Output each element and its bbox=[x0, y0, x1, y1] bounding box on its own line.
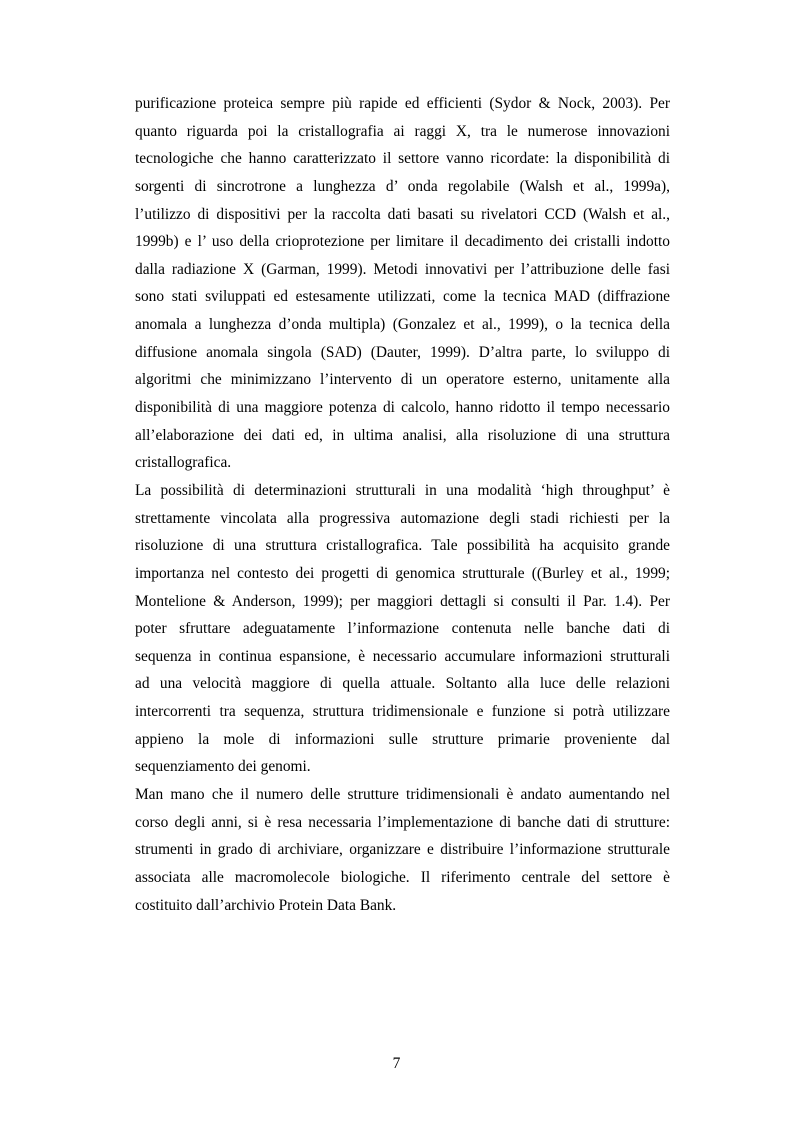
text-line: sequenziamento dei genomi. bbox=[135, 758, 311, 776]
paragraph-1 bbox=[135, 90, 670, 477]
text-line: sorgenti di sincrotrone a lunghezza d’ onda regolabile (Walsh et al., 1999a), bbox=[135, 177, 670, 195]
text-line: La possibilità di determinazioni strutturali in una modalità ‘high throughput’ è bbox=[135, 481, 670, 499]
text-line: diffusione anomala singola (SAD) (Dauter, 1999). D’altra parte, lo sviluppo di bbox=[135, 343, 670, 361]
text-line: anomala a lunghezza d’onda multipla) (Gonzalez et al., 1999), o la tecnica della bbox=[135, 316, 670, 334]
text-line: dalla radiazione X (Garman, 1999). Metodi innovativi per l’attribuzione delle fasi bbox=[135, 260, 670, 278]
text-line: disponibilità di una maggiore potenza di calcolo, hanno ridotto il tempo necessario bbox=[135, 399, 670, 417]
text-line: corso degli anni, si è resa necessaria l’implementazione di banche dati di strutture: bbox=[135, 813, 670, 831]
text-line: ad una velocità maggiore di quella attuale. Soltanto alla luce delle relazioni bbox=[135, 675, 670, 693]
text-line: sono stati sviluppati ed estesamente utilizzati, come la tecnica MAD (diffrazione bbox=[135, 288, 670, 306]
text-line: appieno la mole di informazioni sulle strutture primarie proveniente dal bbox=[135, 730, 670, 748]
text-line: purificazione proteica sempre più rapide ed efficienti (Sydor & Nock, 2003). Per bbox=[135, 95, 670, 112]
text-line: risoluzione di una struttura cristallografica. Tale possibilità ha acquisito grande bbox=[135, 537, 670, 555]
text-line: cristallografica. bbox=[135, 454, 232, 472]
text-line: Montelione & Anderson, 1999); per maggiori dettagli si consulti il Par. 1.4). Per bbox=[135, 592, 670, 610]
text-line: l’utilizzo di dispositivi per la raccolta dati basati su rivelatori CCD (Walsh et al., bbox=[135, 205, 670, 223]
text-line: intercorrenti tra sequenza, struttura tridimensionale e funzione si potrà utilizzare bbox=[135, 703, 670, 721]
text-line: tecnologiche che hanno caratterizzato il settore vanno ricordate: la disponibilità di bbox=[135, 150, 670, 168]
text-line: sequenza in continua espansione, è necessario accumulare informazioni strutturali bbox=[135, 647, 670, 665]
paragraph-3 bbox=[135, 781, 670, 919]
text-line: Man mano che il numero delle strutture tridimensionali è andato aumentando nel bbox=[135, 786, 670, 804]
text-line: quanto riguarda poi la cristallografia ai raggi X, tra le numerose innovazioni bbox=[135, 122, 670, 140]
text-line: 1999b) e l’ uso della crioprotezione per limitare il decadimento dei cristalli indotto bbox=[135, 233, 670, 251]
text-line: all’elaborazione dei dati ed, in ultima analisi, alla risoluzione di una struttura bbox=[135, 426, 670, 444]
text-line: strumenti in grado di archiviare, organizzare e distribuire l’informazione strutturale bbox=[135, 841, 670, 859]
text-line: algoritmi che minimizzano l’intervento di un operatore esterno, unitamente alla bbox=[135, 371, 670, 389]
text-line: strettamente vincolata alla progressiva automazione degli stadi richiesti per la bbox=[135, 509, 670, 527]
page-number: 7 bbox=[392, 1055, 401, 1072]
text-line: costituito dall’archivio Protein Data Bank. bbox=[135, 896, 397, 914]
body-text bbox=[135, 90, 670, 919]
text-line: importanza nel contesto dei progetti di genomica strutturale ((Burley et al., 1999; bbox=[135, 564, 670, 582]
text-line: poter sfruttare adeguatamente l’informazione contenuta nelle banche dati di bbox=[135, 620, 670, 638]
paragraph-2 bbox=[135, 477, 670, 781]
text-line: associata alle macromolecole biologiche. Il riferimento centrale del settore è bbox=[135, 868, 670, 886]
